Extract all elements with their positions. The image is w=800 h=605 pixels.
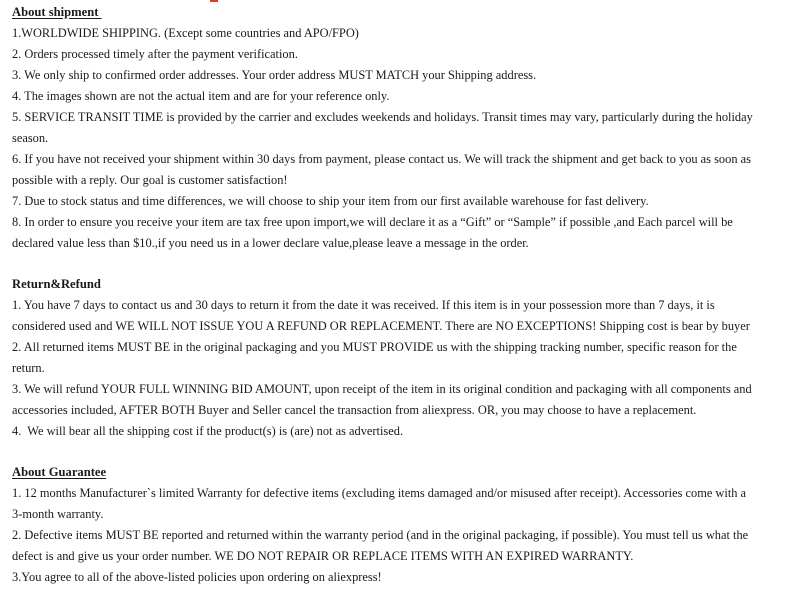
shipment-line-3: 3. We only ship to confirmed order addresses. Your order address MUST MATCH your Shipping address. (12, 68, 537, 82)
refund-heading: Return&Refund (12, 277, 101, 291)
guarantee-line-3: 2. Defective items MUST BE reported and returned within the warranty period (and in the original packaging, if possible). You must tell us what the (12, 528, 749, 542)
refund-line-6: accessories included, AFTER BOTH Buyer and Seller cancel the transaction from aliexpress. OR, you may choose to have a replacement. (12, 403, 697, 417)
guarantee-heading: About Guarantee (12, 465, 107, 479)
shipment-line-2: 2. Orders processed timely after the payment verification. (12, 47, 298, 61)
shipment-line-7: 6. If you have not received your shipment within 30 days from payment, please contact us. We will track the shipment and get back to you as soon as (12, 152, 751, 166)
shipment-line-6: season. (12, 131, 49, 145)
guarantee-line-4: defect is and give us your order number. WE DO NOT REPAIR OR REPLACE ITEMS WITH AN EXPIRED WARRANTY. (12, 549, 634, 563)
shipment-line-5: 5. SERVICE TRANSIT TIME is provided by the carrier and excludes weekends and holidays. Transit times may vary, particularly during the holiday (12, 110, 753, 124)
shipment-line-11: declared value less than $10.,if you need us in a lower declare value,please leave a message in the order. (12, 236, 529, 250)
guarantee-line-1: 1. 12 months Manufacturer`s limited Warranty for defective items (excluding items damaged and/or misused after receipt). Accessories come with a (12, 486, 747, 500)
refund-line-7: 4. We will bear all the shipping cost if the product(s) is (are) not as advertised. (12, 424, 404, 438)
refund-line-1: 1. You have 7 days to contact us and 30 days to return it from the date it was received. If this item is in your possession more than 7 days, it is (12, 298, 715, 312)
refund-line-4: return. (12, 361, 45, 375)
shipment-line-8: possible with a reply. Our goal is customer satisfaction! (12, 173, 288, 187)
refund-line-3: 2. All returned items MUST BE in the original packaging and you MUST PROVIDE us with the shipping tracking number, specific reason for the (12, 340, 737, 354)
shipment-heading: About shipment (12, 5, 102, 19)
shipment-line-4: 4. The images shown are not the actual item and are for your reference only. (12, 89, 390, 103)
refund-line-5: 3. We will refund YOUR FULL WINNING BID AMOUNT, upon receipt of the item in its original condition and packaging with all components and (12, 382, 752, 396)
shipment-line-10: 8. In order to ensure you receive your item are tax free upon import,we will declare it as a “Gift” or “Sample” if possible ,and Each parcel will be (12, 215, 733, 229)
shipment-line-9: 7. Due to stock status and time differences, we will choose to ship your item from our first available warehouse for fast delivery. (12, 194, 649, 208)
refund-line-2: considered used and WE WILL NOT ISSUE YOU A REFUND OR REPLACEMENT. There are NO EXCEPTIONS! Shipping cost is bear by buyer (12, 319, 750, 333)
top-edge-mark (210, 0, 218, 2)
shipment-line-1: 1.WORLDWIDE SHIPPING. (Except some countries and APO/FPO) (12, 26, 359, 40)
guarantee-line-5: 3.You agree to all of the above-listed policies upon ordering on aliexpress! (12, 570, 382, 584)
guarantee-line-2: 3-month warranty. (12, 507, 104, 521)
